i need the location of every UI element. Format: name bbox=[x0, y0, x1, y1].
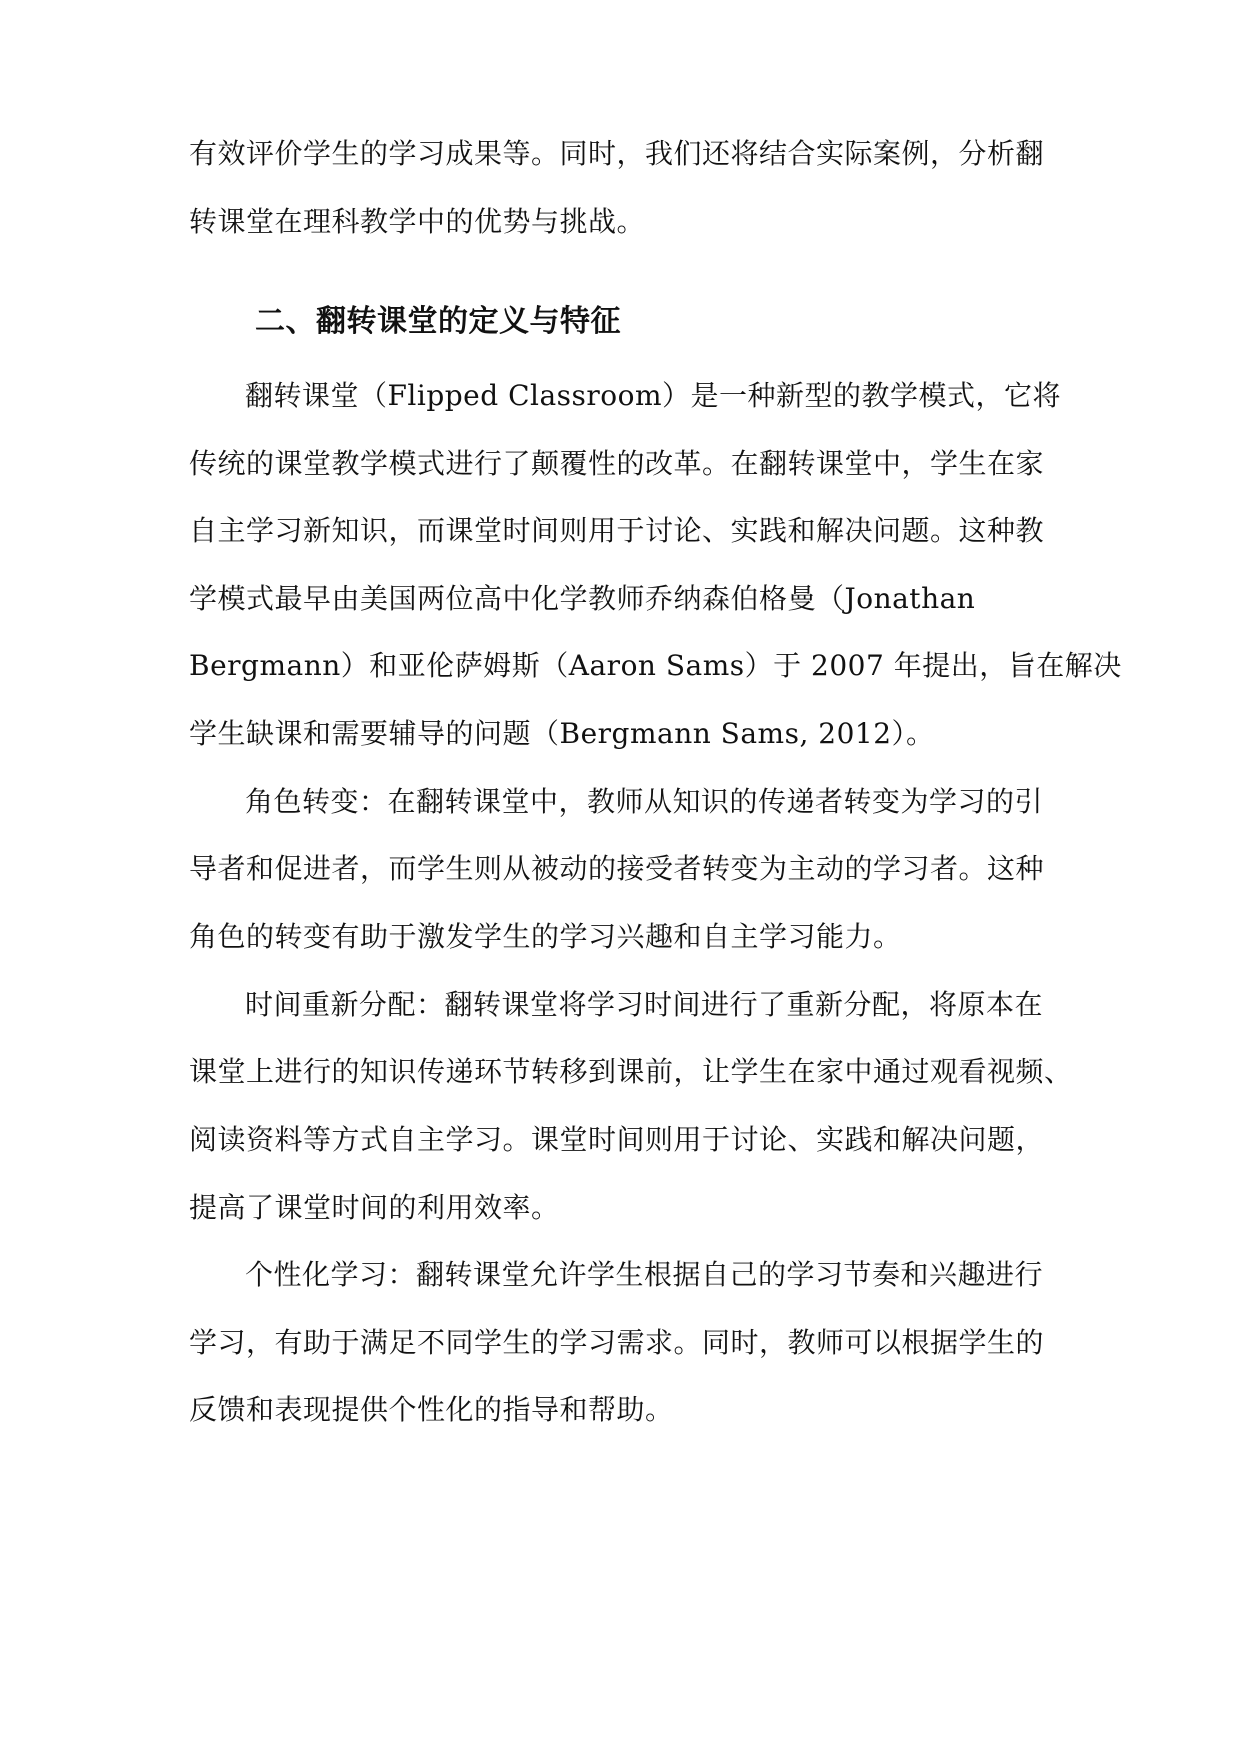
paragraph-2-line-1: 角色转变：在翻转课堂中，教师从知识的传递者转变为学习的引 bbox=[245, 785, 1044, 818]
paragraph-3-line-1: 时间重新分配：翻转课堂将学习时间进行了重新分配，将原本在 bbox=[245, 988, 1044, 1021]
paragraph-1-line-5: Bergmann）和亚伦萨姆斯（Aaron Sams）于 2007 年提出，旨在解决 bbox=[189, 649, 1122, 682]
paragraph-1-line-3: 自主学习新知识，而课堂时间则用于讨论、实践和解决问题。这种教 bbox=[189, 514, 1045, 547]
paragraph-1-line-1: 翻转课堂（Flipped Classroom）是一种新型的教学模式，它将 bbox=[245, 379, 1062, 412]
paragraph-2-line-3: 角色的转变有助于激发学生的学习兴趣和自主学习能力。 bbox=[189, 920, 902, 953]
paragraph-1-line-4: 学模式最早由美国两位高中化学教师乔纳森伯格曼（Jonathan bbox=[189, 582, 976, 615]
paragraph-1-line-2: 传统的课堂教学模式进行了颠覆性的改革。在翻转课堂中，学生在家 bbox=[189, 447, 1045, 480]
paragraph-4-line-3: 反馈和表现提供个性化的指导和帮助。 bbox=[189, 1393, 674, 1426]
intro-line-2: 转课堂在理科教学中的优势与挑战。 bbox=[189, 205, 646, 238]
paragraph-3-line-2: 课堂上进行的知识传递环节转移到课前，让学生在家中通过观看视频、 bbox=[189, 1055, 1073, 1088]
paragraph-4-line-2: 学习，有助于满足不同学生的学习需求。同时，教师可以根据学生的 bbox=[189, 1326, 1045, 1359]
intro-line-1: 有效评价学生的学习成果等。同时，我们还将结合实际案例，分析翻 bbox=[189, 137, 1045, 170]
paragraph-1-line-6: 学生缺课和需要辅导的问题（Bergmann Sams, 2012）。 bbox=[189, 717, 935, 750]
paragraph-3-line-3: 阅读资料等方式自主学习。课堂时间则用于讨论、实践和解决问题， bbox=[189, 1123, 1045, 1156]
section-heading: 二、翻转课堂的定义与特征 bbox=[255, 304, 621, 339]
paragraph-2-line-2: 导者和促进者，而学生则从被动的接受者转变为主动的学习者。这种 bbox=[189, 852, 1045, 885]
paragraph-4-line-1: 个性化学习：翻转课堂允许学生根据自己的学习节奏和兴趣进行 bbox=[245, 1258, 1044, 1291]
paragraph-3-line-4: 提高了课堂时间的利用效率。 bbox=[189, 1191, 560, 1224]
